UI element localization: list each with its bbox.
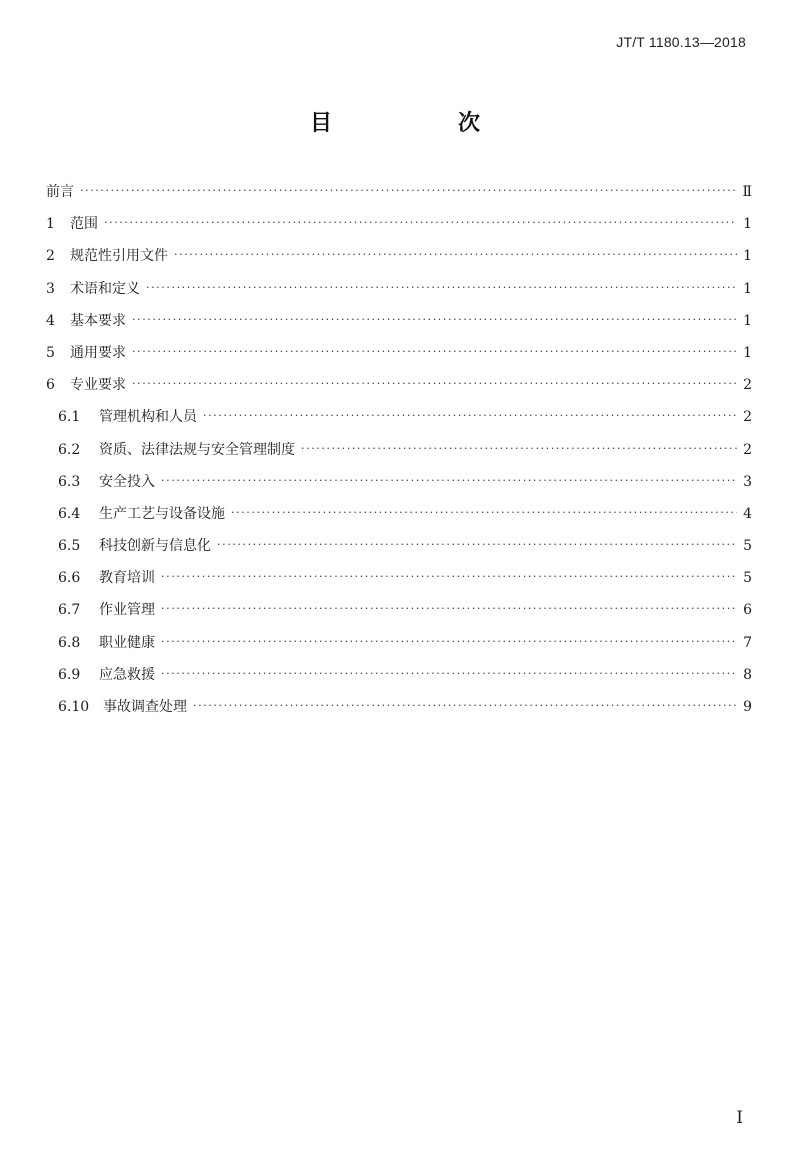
dot-leader [301,433,737,465]
toc-entry-label: 基本要求 [70,312,126,329]
toc-entry-3[interactable] [46,273,752,305]
toc-entry-label: 科技创新与信息化 [99,538,211,555]
toc-entry-number: 6.5 [58,538,81,555]
toc-entry-number: 6.8 [58,634,81,651]
toc-entry-number: 6.1 [58,409,81,426]
toc-entry-label: 作业管理 [99,602,155,619]
toc-entry-page: 1 [743,248,752,265]
toc-entry-6-4[interactable] [46,498,752,530]
toc-entry-label: 专业要求 [70,377,126,394]
toc-entry-page: 8 [743,666,752,683]
toc-entry-2[interactable] [46,240,752,272]
toc-entry-page: 1 [743,344,752,361]
table-of-contents [46,176,752,723]
toc-entry-page: 2 [743,377,752,394]
toc-entry-number: 4 [46,312,55,329]
toc-entry-page: 7 [743,634,752,651]
toc-entry-6-5[interactable] [46,530,752,562]
toc-title: 目 次 [309,111,532,136]
toc-entry-page: 2 [743,441,752,458]
dot-leader [161,593,737,625]
toc-entry-number: 6.2 [58,441,81,458]
toc-entry-page: 5 [743,570,752,587]
toc-entry-number: 6.3 [58,473,81,490]
dot-leader [132,304,737,336]
toc-entry-number: 6.10 [58,699,90,715]
toc-entry-1[interactable] [46,208,752,240]
dot-leader [161,465,737,497]
dot-leader [161,658,737,690]
toc-entry-page: 5 [743,538,752,555]
toc-entry-number: 6 [46,377,55,394]
toc-entry-label: 生产工艺与设备设施 [99,505,225,522]
toc-entry-page: 6 [743,602,752,619]
page-number: I [736,1108,743,1128]
toc-entry-page: 4 [743,505,752,522]
toc-entry-number: 3 [46,280,55,297]
toc-entry-number: 6.9 [58,666,81,683]
dot-leader [80,175,736,207]
toc-entry-label: 安全投入 [99,473,155,490]
toc-entry-label: 通用要求 [70,344,126,361]
toc-entry-6-6[interactable] [46,562,752,594]
toc-entry-label: 事故调查处理 [103,699,187,715]
toc-entry-6-10[interactable] [46,691,752,723]
toc-entry-6-8[interactable] [46,627,752,659]
toc-entry-label: 术语和定义 [70,280,140,297]
toc-entry-number: 1 [46,216,55,233]
toc-entry-label: 资质、法律法规与安全管理制度 [99,441,295,458]
toc-entry-number: 6.7 [58,602,81,619]
toc-entry-5[interactable] [46,337,752,369]
toc-entry-6-1[interactable] [46,401,752,433]
toc-entry-label: 前言 [46,184,74,200]
toc-entry-page: 1 [743,312,752,329]
toc-entry-6-3[interactable] [46,466,752,498]
toc-entry-page: 1 [743,216,752,233]
toc-entry-6-9[interactable] [46,659,752,691]
toc-entry-label: 范围 [70,216,98,233]
dot-leader [161,561,737,593]
toc-entry-page: 3 [743,473,752,490]
toc-entry-label: 职业健康 [99,634,155,651]
toc-entry-foreword[interactable] [46,176,752,208]
dot-leader [132,336,737,368]
toc-entry-page: Ⅱ [742,184,752,200]
toc-entry-number: 2 [46,248,55,265]
dot-leader [174,239,737,271]
toc-entry-6[interactable] [46,369,752,401]
toc-entry-label: 管理机构和人员 [99,409,197,426]
toc-entry-label: 规范性引用文件 [70,248,168,265]
dot-leader [161,626,737,658]
toc-entry-page: 9 [743,699,752,715]
dot-leader [203,400,737,432]
dot-leader [146,272,737,304]
toc-entry-label: 应急救援 [99,666,155,683]
toc-entry-label: 教育培训 [99,570,155,587]
toc-entry-4[interactable] [46,305,752,337]
toc-entry-6-7[interactable] [46,594,752,626]
dot-leader [104,207,737,239]
standard-code: JT/T 1180.13—2018 [616,34,746,50]
dot-leader [193,690,737,722]
toc-entry-page: 2 [743,409,752,426]
dot-leader [132,368,737,400]
dot-leader [231,497,737,529]
toc-entry-number: 6.4 [58,505,81,522]
dot-leader [217,529,737,561]
toc-entry-page: 1 [743,280,752,297]
toc-entry-number: 6.6 [58,570,81,587]
toc-entry-6-2[interactable] [46,434,752,466]
toc-entry-number: 5 [46,344,55,361]
